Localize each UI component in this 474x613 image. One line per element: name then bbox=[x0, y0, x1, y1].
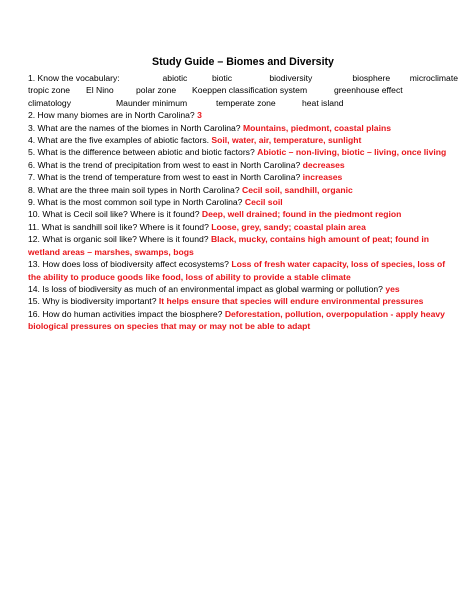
question-text: 6. What is the trend of precipitation from west to east in North Carolina? bbox=[28, 159, 301, 170]
question-item bbox=[28, 159, 458, 171]
answer-text: 3 bbox=[197, 110, 202, 121]
question-text: 13. How does loss of biodiversity affect ecosystems? bbox=[28, 259, 229, 270]
question-text: 10. What is Cecil soil like? Where is it found? bbox=[28, 209, 200, 220]
vocab-row-3 bbox=[28, 97, 458, 109]
question-item bbox=[28, 134, 458, 146]
question-text: 9. What is the most common soil type in North Carolina? bbox=[28, 197, 243, 208]
vocab-term: biotic bbox=[211, 73, 233, 83]
answer-text: Loss of fresh water capacity, loss of species, loss of the ability to produce goods like food, loss of ability to provide a stable climate bbox=[28, 259, 446, 282]
vocab-label: 1. Know the vocabulary: bbox=[28, 73, 120, 83]
answer-text: It helps ensure that species will endure environmental pressures bbox=[158, 296, 424, 307]
answer-text: decreases bbox=[302, 159, 345, 170]
answer-text: Mountains, piedmont, coastal plains bbox=[242, 122, 391, 133]
question-text: 2. How many biomes are in North Carolina? bbox=[28, 110, 195, 121]
vocab-term: heat island bbox=[302, 97, 344, 108]
vocab-term: abiotic bbox=[162, 73, 188, 83]
answer-text: Deforestation, pollution, overpopulation - apply heavy biological pressures on species that may or may not be able to adapt bbox=[28, 308, 445, 332]
answer-text: yes bbox=[385, 283, 400, 294]
vocab-term: Koeppen classification system bbox=[192, 85, 308, 96]
question-item bbox=[28, 184, 458, 196]
vocab-term: biosphere bbox=[352, 73, 391, 83]
question-text: 11. What is sandhill soil like? Where is it found? bbox=[28, 221, 209, 232]
question-item bbox=[28, 146, 458, 158]
question-item bbox=[28, 233, 458, 258]
vocab-term: microclimate bbox=[409, 73, 458, 83]
question-text: 15. Why is biodiversity important? bbox=[28, 296, 157, 307]
question-text: 16. How do human activities impact the biosphere? bbox=[28, 308, 223, 319]
question-item bbox=[28, 283, 458, 295]
question-item bbox=[28, 171, 458, 183]
question-text: 3. What are the names of the biomes in North Carolina? bbox=[28, 122, 241, 133]
vocab-term: Maunder minimum bbox=[116, 97, 188, 108]
vocab-term: temperate zone bbox=[216, 97, 276, 108]
vocab-term: biodiversity bbox=[269, 73, 313, 83]
answer-text: Cecil soil bbox=[244, 197, 283, 208]
answer-text: increases bbox=[302, 172, 343, 183]
vocab-term: climatology bbox=[28, 97, 71, 108]
page-title: Study Guide – Biomes and Diversity bbox=[152, 56, 334, 68]
question-item bbox=[28, 258, 458, 283]
vocab-row-2 bbox=[28, 84, 458, 96]
vocab-term: polar zone bbox=[136, 85, 177, 96]
question-text: 4. What are the five examples of abiotic factors. bbox=[28, 135, 210, 146]
answer-text: Loose, grey, sandy; coastal plain area bbox=[211, 221, 366, 232]
vocab-term: El Nino bbox=[86, 85, 114, 96]
question-item bbox=[28, 208, 458, 220]
answer-text: Cecil soil, sandhill, organic bbox=[242, 184, 353, 195]
answer-text: Abiotic – non-living, biotic – living, once living bbox=[257, 147, 447, 158]
answer-text: Soil, water, air, temperature, sunlight bbox=[211, 135, 362, 146]
question-item bbox=[28, 122, 458, 134]
question-item bbox=[28, 196, 458, 208]
question-item bbox=[28, 109, 458, 121]
question-text: 5. What is the difference between abiotic and biotic factors? bbox=[28, 147, 255, 158]
question-item bbox=[28, 295, 458, 307]
question-text: 12. What is organic soil like? Where is it found? bbox=[28, 234, 209, 245]
question-text: 8. What are the three main soil types in North Carolina? bbox=[28, 184, 240, 195]
question-item bbox=[28, 308, 458, 333]
vocab-term: tropic zone bbox=[28, 85, 71, 96]
question-item bbox=[28, 221, 458, 233]
question-text: 7. What is the trend of temperature from west to east in North Carolina? bbox=[28, 172, 301, 183]
question-text: 14. Is loss of biodiversity as much of an environmental impact as global warming or pollution? bbox=[28, 283, 383, 294]
answer-text: Deep, well drained; found in the piedmont region bbox=[201, 209, 402, 220]
vocab-term: greenhouse effect bbox=[334, 85, 403, 96]
vocab-row-1 bbox=[28, 72, 458, 84]
answer-text: Black, mucky, contains high amount of peat; found in wetland areas – marshes, swamps, bogs bbox=[28, 234, 429, 257]
study-guide-page bbox=[28, 56, 458, 333]
